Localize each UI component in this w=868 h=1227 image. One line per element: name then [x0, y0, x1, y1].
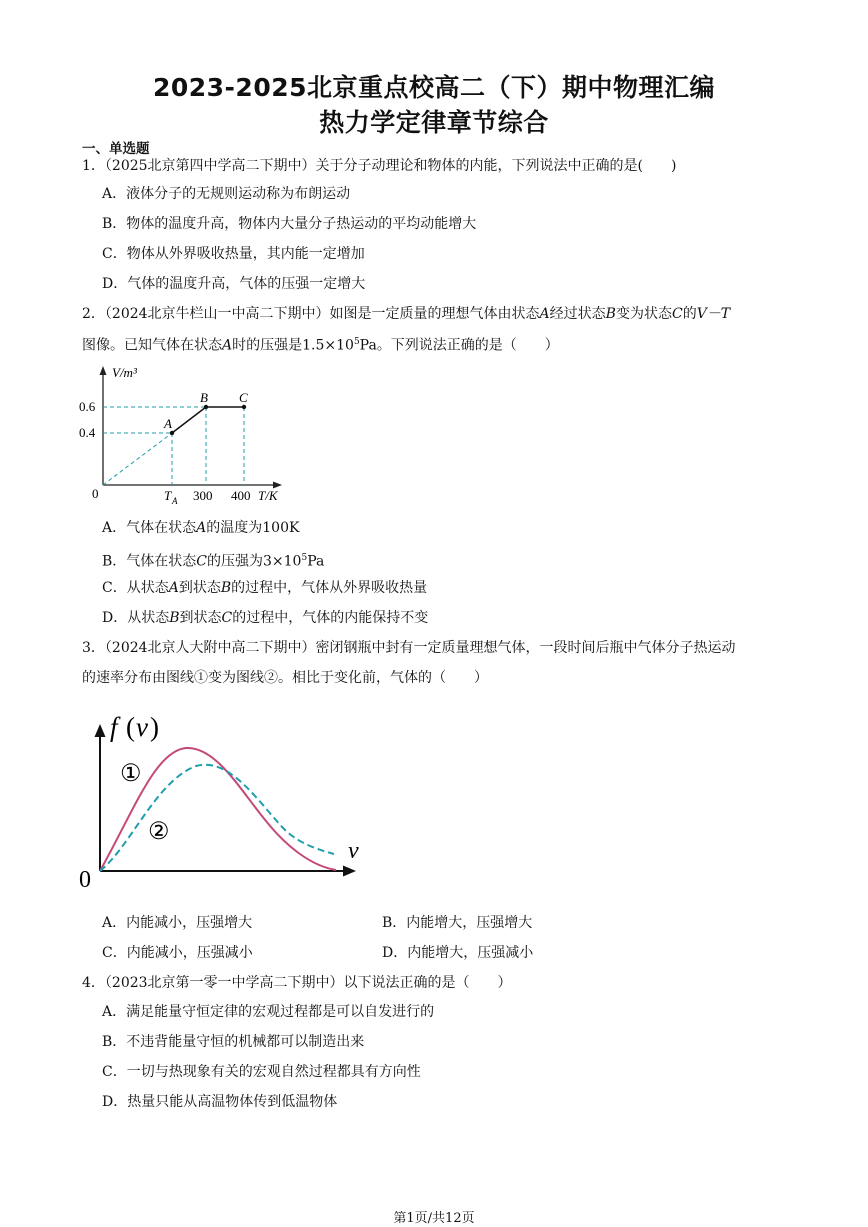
q3-stem-line2: 的速率分布由图线①变为图线②。相比于变化前，气体的（ ）	[82, 670, 488, 686]
q4-option-b: B．不违背能量守恒的机械都可以制造出来	[102, 1034, 365, 1050]
x-tick-400: 400	[231, 488, 251, 503]
q4-stem: 4．（2023北京第一零一中学高二下期中）以下说法正确的是（ ）	[82, 975, 512, 991]
y-tick-06: 0.6	[79, 399, 96, 414]
q2-stem-line2: 图像。已知气体在状态A时的压强是$1.5\times 10^5Pa$。下列说法正确的是（ ）	[82, 337, 559, 354]
x-tick-ta: T	[164, 488, 172, 503]
y-axis-label-v: v	[136, 712, 148, 742]
q4-option-d: D．热量只能从高温物体传到低温物体	[102, 1094, 338, 1110]
x-axis-label: v	[348, 838, 359, 864]
label-c: C	[239, 390, 248, 405]
q2-stem-line1: 2．（2024北京牛栏山一中高二下期中）如图是一定质量的理想气体由状态A经过状态B变为状态C的V－T	[82, 306, 731, 322]
y-axis-label-open: (	[126, 712, 135, 742]
q4-option-a: A．满足能量守恒定律的宏观过程都是可以自发进行的	[102, 1004, 435, 1020]
section-heading: 一、单选题	[82, 141, 150, 157]
point-a	[170, 431, 174, 435]
document-title-line2: 热力学定律章节综合	[319, 108, 549, 137]
origin-label: 0	[92, 486, 99, 501]
q1-option-c: C．物体从外界吸收热量，其内能一定增加	[102, 246, 365, 262]
q1-option-d: D．气体的温度升高，气体的压强一定增大	[102, 276, 366, 292]
y-axis-label-close: )	[150, 712, 159, 742]
vt-graph	[76, 360, 306, 510]
label-b: B	[200, 390, 208, 405]
document-title-line1: 2023-2025北京重点校高二（下）期中物理汇编	[152, 73, 716, 102]
q2-option-c: C．从状态A到状态B的过程中，气体从外界吸收热量	[102, 580, 428, 596]
q3-option-c: C．内能减小，压强减小	[102, 945, 253, 961]
curve-1-label: ①	[120, 761, 142, 787]
q4-option-c: C．一切与热现象有关的宏观自然过程都具有方向性	[102, 1064, 421, 1080]
x-tick-300: 300	[193, 488, 213, 503]
q3-stem-line1: 3．（2024北京人大附中高二下期中）密闭钢瓶中封有一定质量理想气体，一段时间后瓶中气体分子热运动	[82, 640, 736, 656]
vt-xlabel: T/K	[258, 488, 278, 503]
y-tick-04: 0.4	[79, 425, 96, 440]
origin-zero: 0	[79, 867, 91, 893]
speed-distribution-graph	[76, 706, 376, 896]
q3-option-d: D．内能增大，压强减小	[382, 945, 534, 961]
curve-2-label: ②	[148, 819, 170, 845]
q2-option-d: D．从状态B到状态C的过程中，气体的内能保持不变	[102, 610, 429, 626]
y-axis-label-f: f	[110, 712, 118, 742]
point-c	[242, 405, 246, 409]
q2-option-b: B．气体在状态C的压强为$3\times 10^5Pa$	[102, 553, 325, 570]
q2-option-a: A．气体在状态A的温度为100K	[102, 520, 300, 536]
x-tick-ta-sub: A	[172, 496, 178, 506]
q1-option-a: A．液体分子的无规则运动称为布朗运动	[102, 186, 351, 202]
q3-option-a: A．内能减小，压强增大	[102, 915, 253, 931]
page-footer: 第1页/共12页	[393, 1211, 475, 1226]
label-a: A	[164, 416, 172, 431]
point-b	[204, 405, 208, 409]
q3-option-b: B．内能增大，压强增大	[382, 915, 533, 931]
q1-option-b: B．物体的温度升高，物体内大量分子热运动的平均动能增大	[102, 216, 477, 232]
q1-stem: 1．（2025北京第四中学高二下期中）关于分子动理论和物体的内能，下列说法中正确的是( )	[82, 158, 677, 174]
vt-ylabel: V/m³	[112, 365, 137, 380]
